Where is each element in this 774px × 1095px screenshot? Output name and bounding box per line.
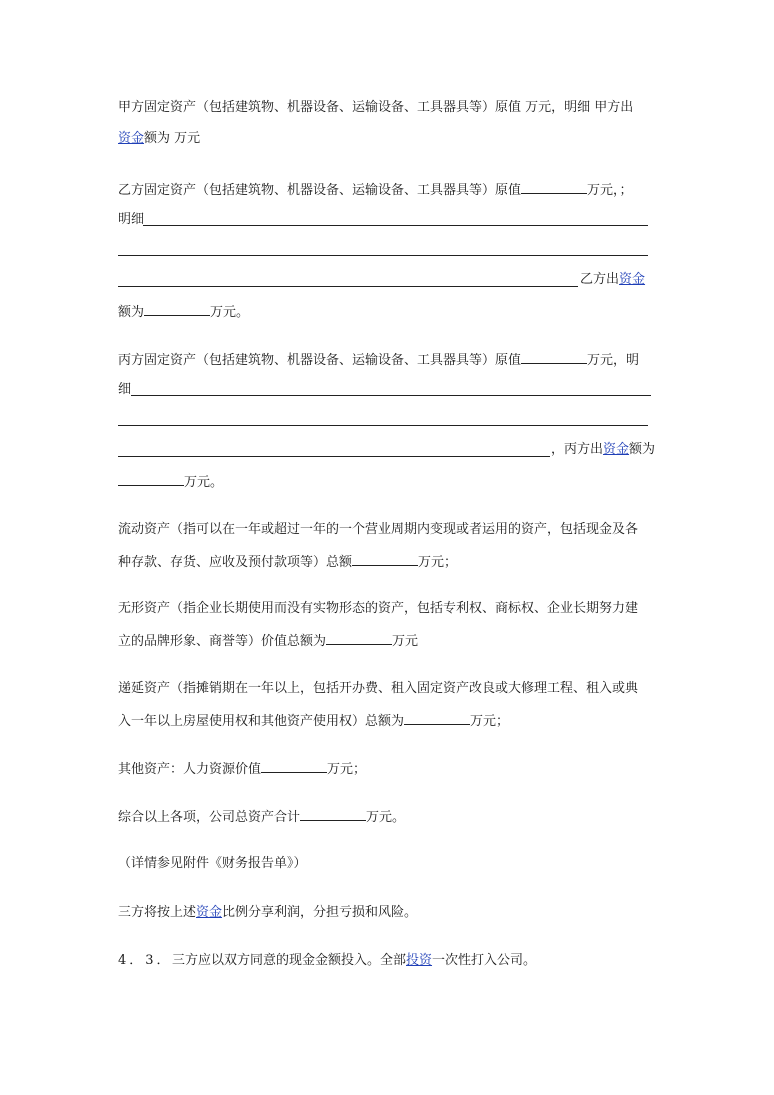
- capital-link[interactable]: 资金: [118, 131, 145, 146]
- bing-fixed-assets-line1: [118, 350, 639, 370]
- bing-detail-blank-1: [131, 395, 651, 396]
- bing-amount-blank: [118, 472, 184, 486]
- details-note-line: [118, 855, 307, 873]
- deferred-assets-text: 递延资产（指摊销期在一年以上，包括开办费、租入固定资产改良或大修理工程、租入或典: [118, 681, 639, 696]
- current-assets-blank: [352, 552, 418, 566]
- intangible-assets-total-label: 立的品牌形象、商誉等）价值总额为: [118, 634, 327, 649]
- other-assets-label: 其他资产：人力资源价值: [118, 762, 262, 777]
- current-assets-unit: 万元；: [418, 555, 458, 570]
- yi-fixed-assets-text: 乙方固定资产（包括建筑物、机器设备、运输设备、工具器具等）原值: [118, 183, 522, 198]
- deferred-assets-blank: [404, 711, 470, 725]
- intangible-assets-unit: 万元: [392, 634, 419, 649]
- jia-amount-text: 额为 万元: [144, 131, 201, 146]
- jia-fixed-assets-line1: [118, 99, 633, 117]
- total-assets-unit: 万元。: [366, 810, 406, 825]
- clause-4-3-text-pre: 三方应以双方同意的现金金额投入。全部: [172, 953, 407, 968]
- deferred-assets-line1: [118, 680, 638, 698]
- bing-detail-line: [118, 381, 131, 399]
- yi-capital-text: 乙方出: [580, 272, 620, 287]
- bing-original-value-blank: [521, 350, 587, 364]
- current-assets-line1: [118, 521, 638, 539]
- deferred-assets-line2: [118, 711, 509, 731]
- jia-fixed-assets-text: 甲方固定资产（包括建筑物、机器设备、运输设备、工具器具等）原值 万元，明细 甲方出: [118, 100, 634, 115]
- capital-link[interactable]: 资金: [603, 442, 630, 457]
- yi-original-value-blank: [521, 180, 587, 194]
- yi-amount-label: 额为: [118, 305, 145, 320]
- capital-link[interactable]: 资金: [619, 272, 646, 287]
- current-assets-text: 流动资产（指可以在一年或超过一年的一个营业周期内变现或者运用的资产，包括现金及各: [118, 522, 639, 537]
- other-assets-blank: [261, 759, 327, 773]
- total-assets-line: [118, 807, 405, 827]
- yi-amount-blank: [144, 302, 210, 316]
- yi-unit-text: 万元，；: [587, 183, 633, 198]
- clause-4-3-text-post: 一次性打入公司。: [432, 953, 537, 968]
- bing-detail-label: 细: [118, 382, 132, 397]
- yi-fixed-assets-line1: [118, 180, 633, 200]
- yi-detail-blank-1: [143, 225, 648, 226]
- total-assets-blank: [300, 807, 366, 821]
- clause-4-3-line: [118, 952, 536, 970]
- clause-number: 4．3．: [118, 953, 173, 968]
- intangible-assets-text: 无形资产（指企业长期使用而没有实物形态的资产，包括专利权、商标权、企业长期努力建: [118, 601, 639, 616]
- jia-fixed-assets-line2: [118, 130, 200, 148]
- current-assets-total-label: 种存款、存货、应收及预付款项等）总额: [118, 555, 353, 570]
- bing-unit-text: 万元，明: [587, 353, 640, 368]
- yi-detail-blank-3: [118, 286, 578, 287]
- profit-sharing-text-pre: 三方将按上述: [118, 905, 197, 920]
- intangible-assets-line2: [118, 631, 418, 651]
- bing-fixed-assets-text: 丙方固定资产（包括建筑物、机器设备、运输设备、工具器具等）原值: [118, 353, 522, 368]
- yi-detail-label: 明细: [118, 212, 145, 227]
- yi-amount-unit: 万元。: [210, 305, 250, 320]
- bing-detail-blank-3: [118, 456, 550, 457]
- bing-capital-text: ，丙方出: [551, 442, 604, 457]
- other-assets-unit: 万元；: [327, 762, 367, 777]
- bing-amount-line: [118, 472, 223, 492]
- total-assets-label: 综合以上各项，公司总资产合计: [118, 810, 301, 825]
- investment-link[interactable]: 投资: [406, 953, 433, 968]
- capital-link[interactable]: 资金: [196, 905, 223, 920]
- yi-detail-line: [118, 211, 144, 229]
- bing-detail-blank-2: [118, 425, 648, 426]
- profit-sharing-text-post: 比例分享利润，分担亏损和风险。: [222, 905, 418, 920]
- deferred-assets-unit: 万元；: [470, 714, 510, 729]
- details-note-text: （详情参见附件《财务报告单》）: [118, 856, 307, 871]
- profit-sharing-line: [118, 904, 417, 922]
- intangible-assets-blank: [326, 631, 392, 645]
- current-assets-line2: [118, 552, 457, 572]
- yi-detail-blank-2: [118, 255, 648, 256]
- yi-amount-line: [118, 302, 249, 322]
- other-assets-line: [118, 759, 366, 779]
- bing-amount-unit: 万元。: [184, 475, 224, 490]
- bing-amount-label: 额为: [629, 442, 656, 457]
- intangible-assets-line1: [118, 600, 638, 618]
- yi-capital-line: [580, 271, 645, 289]
- bing-capital-line: [551, 441, 655, 459]
- deferred-assets-total-label: 入一年以上房屋使用权和其他资产使用权）总额为: [118, 714, 405, 729]
